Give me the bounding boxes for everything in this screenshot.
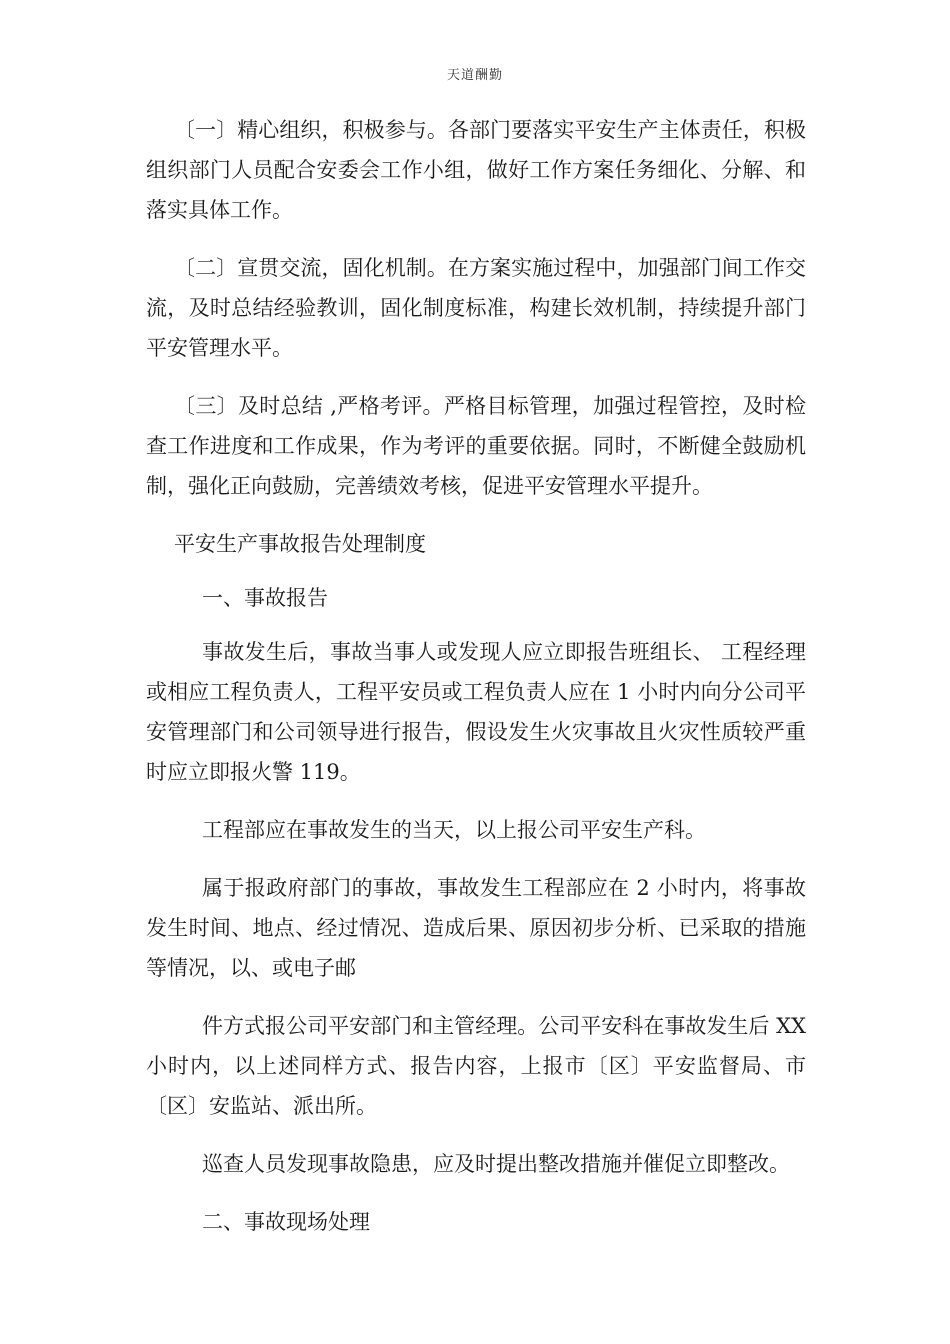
section-title: 平安生产事故报告处理制度 — [174, 532, 426, 556]
paragraph-summarize: 〔三〕及时总结 ,严格考评。严格目标管理，加强过程管控，及时检查工作进度和工作成果，作为考评的重要依据。同时，不断健全鼓励机制，强化正向鼓励，完善绩效考核，促进平安管理水平提升。 — [146, 394, 806, 498]
paragraph-inspection: 巡查人员发现事故隐患，应及时提出整改措施并催促立即整改。 — [202, 1152, 790, 1176]
heading-scene-handling: 二、事故现场处理 — [202, 1210, 370, 1234]
paragraph-report-procedure: 事故发生后，事故当事人或发现人应立即报告班组长、 工程经理或相应工程负责人，工程平安员或工程负责人应在 1 小时内向分公司平安管理部门和公司领导进行报告，假设发生火灾事故且火灾性质较严重时应立即报火警 119。 — [146, 640, 806, 784]
document-body — [146, 110, 806, 1260]
paragraph-government-report: 属于报政府部门的事故，事故发生工程部应在 2 小时内，将事故发生时间、地点、经过情况、造成后果、原因初步分析、已采取的措施等情况，以、或电子邮 — [146, 876, 806, 980]
paragraph-communicate: 〔二〕宣贯交流，固化机制。在方案实施过程中，加强部门间工作交流，及时总结经验教训，固化制度标准，构建长效机制，持续提升部门平安管理水平。 — [146, 256, 806, 360]
paragraph-email-report: 件方式报公司平安部门和主管经理。公司平安科在事故发生后 XX 小时内，以上述同样方式、报告内容，上报市〔区〕平安监督局、市〔区〕安监站、派出所。 — [146, 1014, 806, 1118]
page-header: 天道酬勤 — [446, 68, 503, 83]
paragraph-organize: 〔一〕精心组织，积极参与。各部门要落实平安生产主体责任，积极组织部门人员配合安委会工作小组，做好工作方案任务细化、分解、和落实具体工作。 — [146, 118, 806, 222]
paragraph-same-day-report: 工程部应在事故发生的当天，以上报公司平安生产科。 — [202, 818, 706, 842]
heading-accident-report: 一、事故报告 — [202, 586, 328, 610]
